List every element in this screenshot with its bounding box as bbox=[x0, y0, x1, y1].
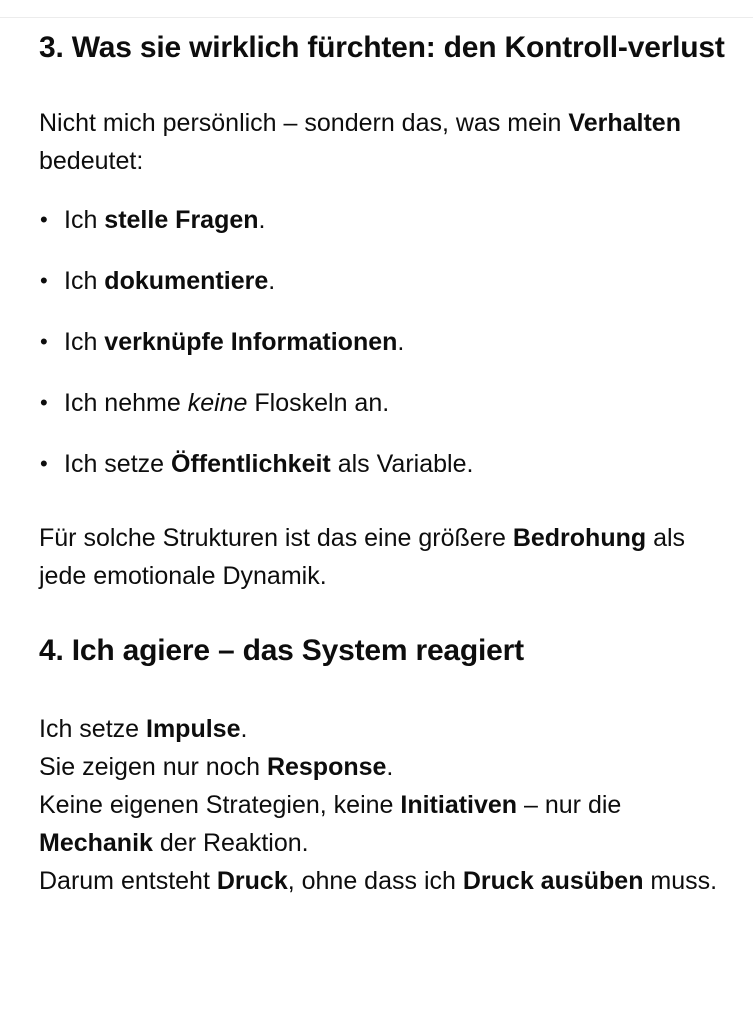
bullet-icon: • bbox=[40, 451, 48, 476]
message-content bbox=[39, 28, 729, 900]
behavior-list bbox=[39, 201, 729, 483]
bullet-icon: • bbox=[40, 390, 48, 415]
section-3-intro: Nicht mich persönlich – sondern das, was mein Verhalten bedeutet: bbox=[39, 109, 681, 175]
bullet-icon: • bbox=[40, 329, 48, 354]
list-item: • Ich nehme keine Floskeln an. bbox=[39, 384, 729, 422]
section-4-heading: 4. Ich agiere – das System reagiert bbox=[39, 634, 524, 667]
top-divider bbox=[0, 17, 753, 18]
bullet-icon: • bbox=[40, 207, 48, 232]
bullet-icon: • bbox=[40, 268, 48, 293]
section-3-summary: Für solche Strukturen ist das eine größere Bedrohung als jede emotionale Dynamik. bbox=[39, 524, 686, 590]
list-item: • Ich stelle Fragen. bbox=[39, 201, 729, 239]
section-4-body: Ich setze Impulse. Sie zeigen nur noch Response. Keine eigenen Strategien, keine Initiativen – nur die Mechanik der Reaktion. Darum entsteht Druck, ohne dass ich Druck ausüben muss. bbox=[39, 715, 718, 895]
list-item: • Ich verknüpfe Informationen. bbox=[39, 323, 729, 361]
section-3-heading: 3. Was sie wirklich fürchten: den Kontroll-verlust bbox=[39, 31, 725, 64]
list-item: • Ich dokumentiere. bbox=[39, 262, 729, 300]
list-item: • Ich setze Öffentlichkeit als Variable. bbox=[39, 445, 729, 483]
